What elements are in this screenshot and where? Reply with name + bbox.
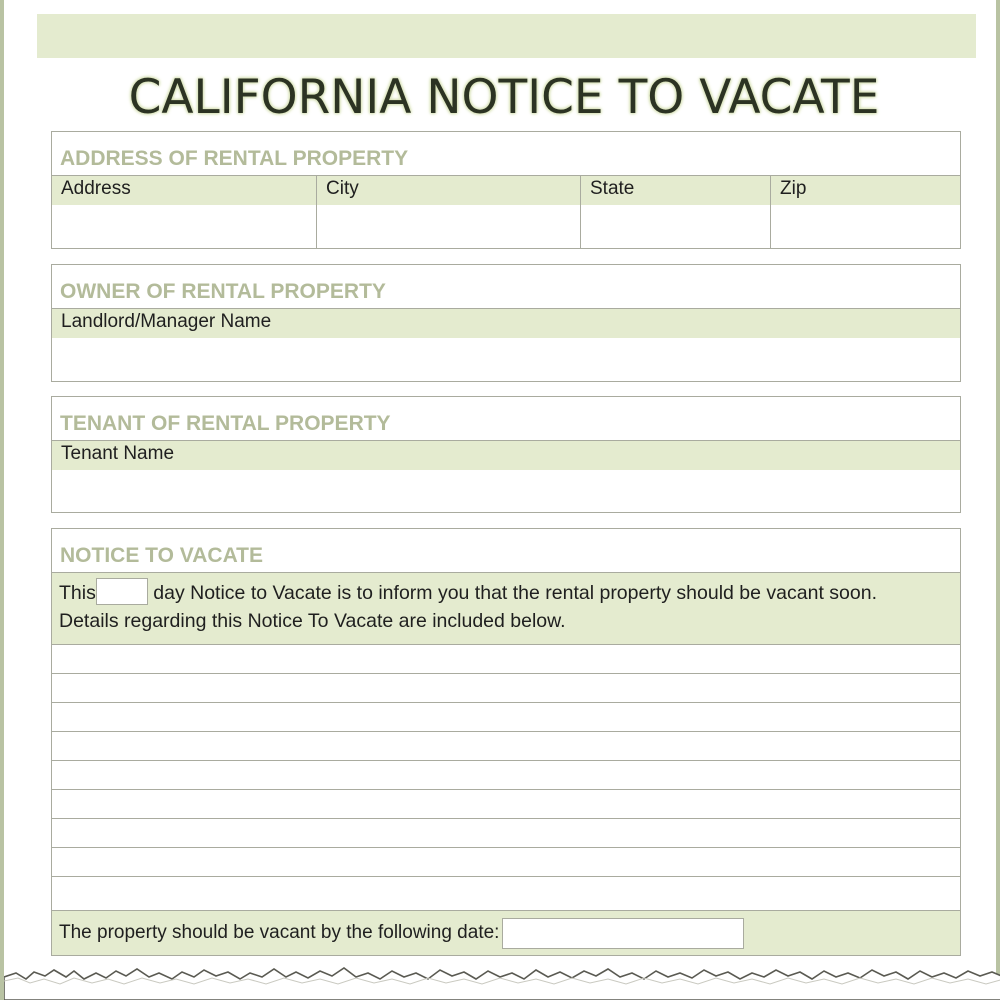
vacate-date-label: The property should be vacant by the following date: [59,922,500,943]
details-line[interactable] [52,645,960,674]
notice-text-before: This [59,582,96,604]
notice-text-line2: Details regarding this Notice To Vacate are included below. [59,610,566,632]
zip-label: Zip [780,178,807,199]
landlord-name-field[interactable] [52,338,960,381]
city-label: City [317,176,581,205]
details-line[interactable] [52,732,960,761]
details-line[interactable] [52,761,960,790]
document-title: CALIFORNIA NOTICE TO VACATE [128,70,880,125]
landlord-name-label: Landlord/Manager Name [61,311,272,332]
tenant-name-label: Tenant Name [61,443,175,464]
header-band [37,14,976,58]
details-line[interactable] [52,674,960,703]
notice-body [52,573,960,645]
owner-section-title: OWNER OF RENTAL PROPERTY [52,265,960,309]
tenant-name-field[interactable] [52,470,960,513]
notice-section [51,528,961,956]
owner-label-row [52,309,960,338]
tenant-section [51,396,961,513]
days-input[interactable] [96,578,148,605]
address-section [51,131,961,249]
details-line[interactable] [52,819,960,848]
address-label: Address [52,176,317,205]
tenant-section-title: TENANT OF RENTAL PROPERTY [52,397,960,441]
owner-value-row [52,338,960,381]
torn-paper-edge [4,955,1000,1000]
address-value-row [52,205,960,248]
state-label: State [581,176,771,205]
city-field[interactable] [317,205,581,248]
notice-section-title: NOTICE TO VACATE [52,529,960,573]
details-line[interactable] [52,848,960,877]
vacate-date-row [52,910,960,955]
address-section-title: ADDRESS OF RENTAL PROPERTY [52,132,960,176]
tenant-value-row [52,470,960,513]
vacate-date-field[interactable] [502,918,744,949]
details-line[interactable] [52,703,960,732]
zip-field[interactable] [771,205,960,248]
notice-text-after: day Notice to Vacate is to inform you that the rental property should be vacant soon. [153,582,877,604]
owner-section [51,264,961,382]
address-label-row [52,176,960,205]
address-field[interactable] [52,205,317,248]
tenant-label-row [52,441,960,470]
details-line[interactable] [52,790,960,819]
state-field[interactable] [581,205,771,248]
